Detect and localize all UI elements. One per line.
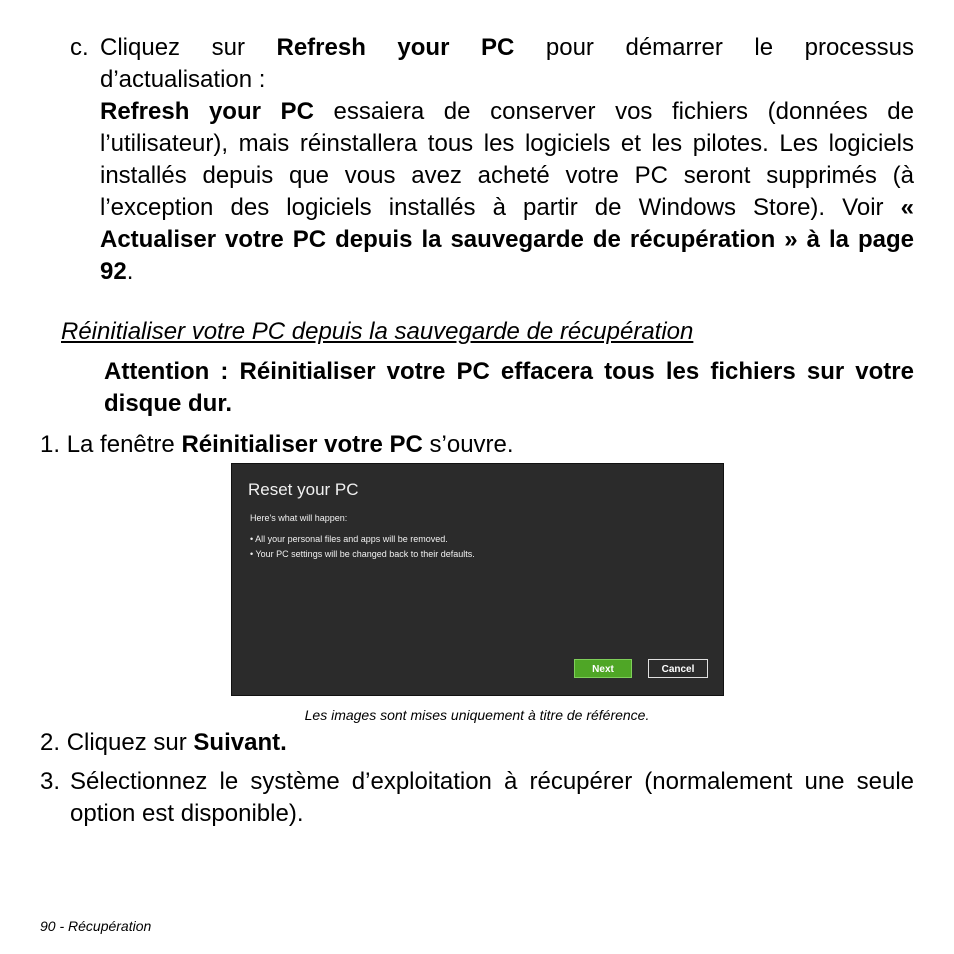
step-1-bold: Réinitialiser votre PC [181, 431, 423, 458]
reset-pc-intro: Here's what will happen: [250, 513, 348, 523]
step-2-marker: 2. [40, 729, 61, 756]
step-1-pre: La fenêtre [66, 431, 182, 458]
step-c-marker: c. [70, 34, 89, 61]
section-heading: Réinitialiser votre PC depuis la sauvegarde de récupération [61, 318, 694, 345]
step-3-marker: 3. [40, 768, 61, 795]
step-c-line1-pre: Cliquez sur [100, 34, 245, 61]
step-2 [40, 727, 287, 759]
next-button[interactable]: Next [574, 659, 632, 678]
image-caption: Les images sont mises uniquement à titre de référence. [304, 707, 650, 723]
step-1 [40, 429, 514, 461]
step-2-bold: Suivant. [193, 729, 287, 756]
step-c-line1-post: pour démarrer le processus [545, 34, 915, 61]
step-c-paragraph [100, 96, 914, 288]
step-3-text: Sélectionnez le système d’exploitation à récupérer (normalement une seule option est disponible). [70, 768, 914, 827]
step-c-para-bold: Refresh your PC [100, 98, 314, 125]
step-c-para-end: . [126, 258, 134, 285]
cancel-button[interactable]: Cancel [648, 659, 708, 678]
step-c-line1 [100, 32, 914, 64]
step-c-line1-bold: Refresh your PC [276, 34, 515, 61]
reset-pc-bullet-1: • All your personal files and apps will be removed. [250, 534, 448, 544]
step-1-marker: 1. [40, 431, 61, 458]
step-1-post: s’ouvre. [422, 431, 514, 458]
page-footer: 90 - Récupération [40, 918, 152, 934]
step-c-line2: d’actualisation : [100, 66, 266, 93]
step-c-para-text: essaiera de conserver vos fichiers (données de l’utilisateur), mais réinstallera tous les logiciels et les pilotes. Les logiciels installés depuis que vous avez acheté votre PC seront supprimés (à l’exception des logiciels installés à partir de Windows Store). Voir [100, 98, 914, 221]
step-2-pre: Cliquez sur [66, 729, 194, 756]
warning-text: Attention : Réinitialiser votre PC effacera tous les fichiers sur votre disque dur. [104, 358, 914, 417]
reset-pc-bullet-2: • Your PC settings will be changed back to their defaults. [250, 549, 475, 559]
step-c-para-ref: « Actualiser votre PC depuis la sauvegarde de récupération » à la page 92 [100, 194, 914, 285]
reset-pc-screenshot [231, 463, 724, 696]
reset-pc-title: Reset your PC [248, 480, 359, 499]
